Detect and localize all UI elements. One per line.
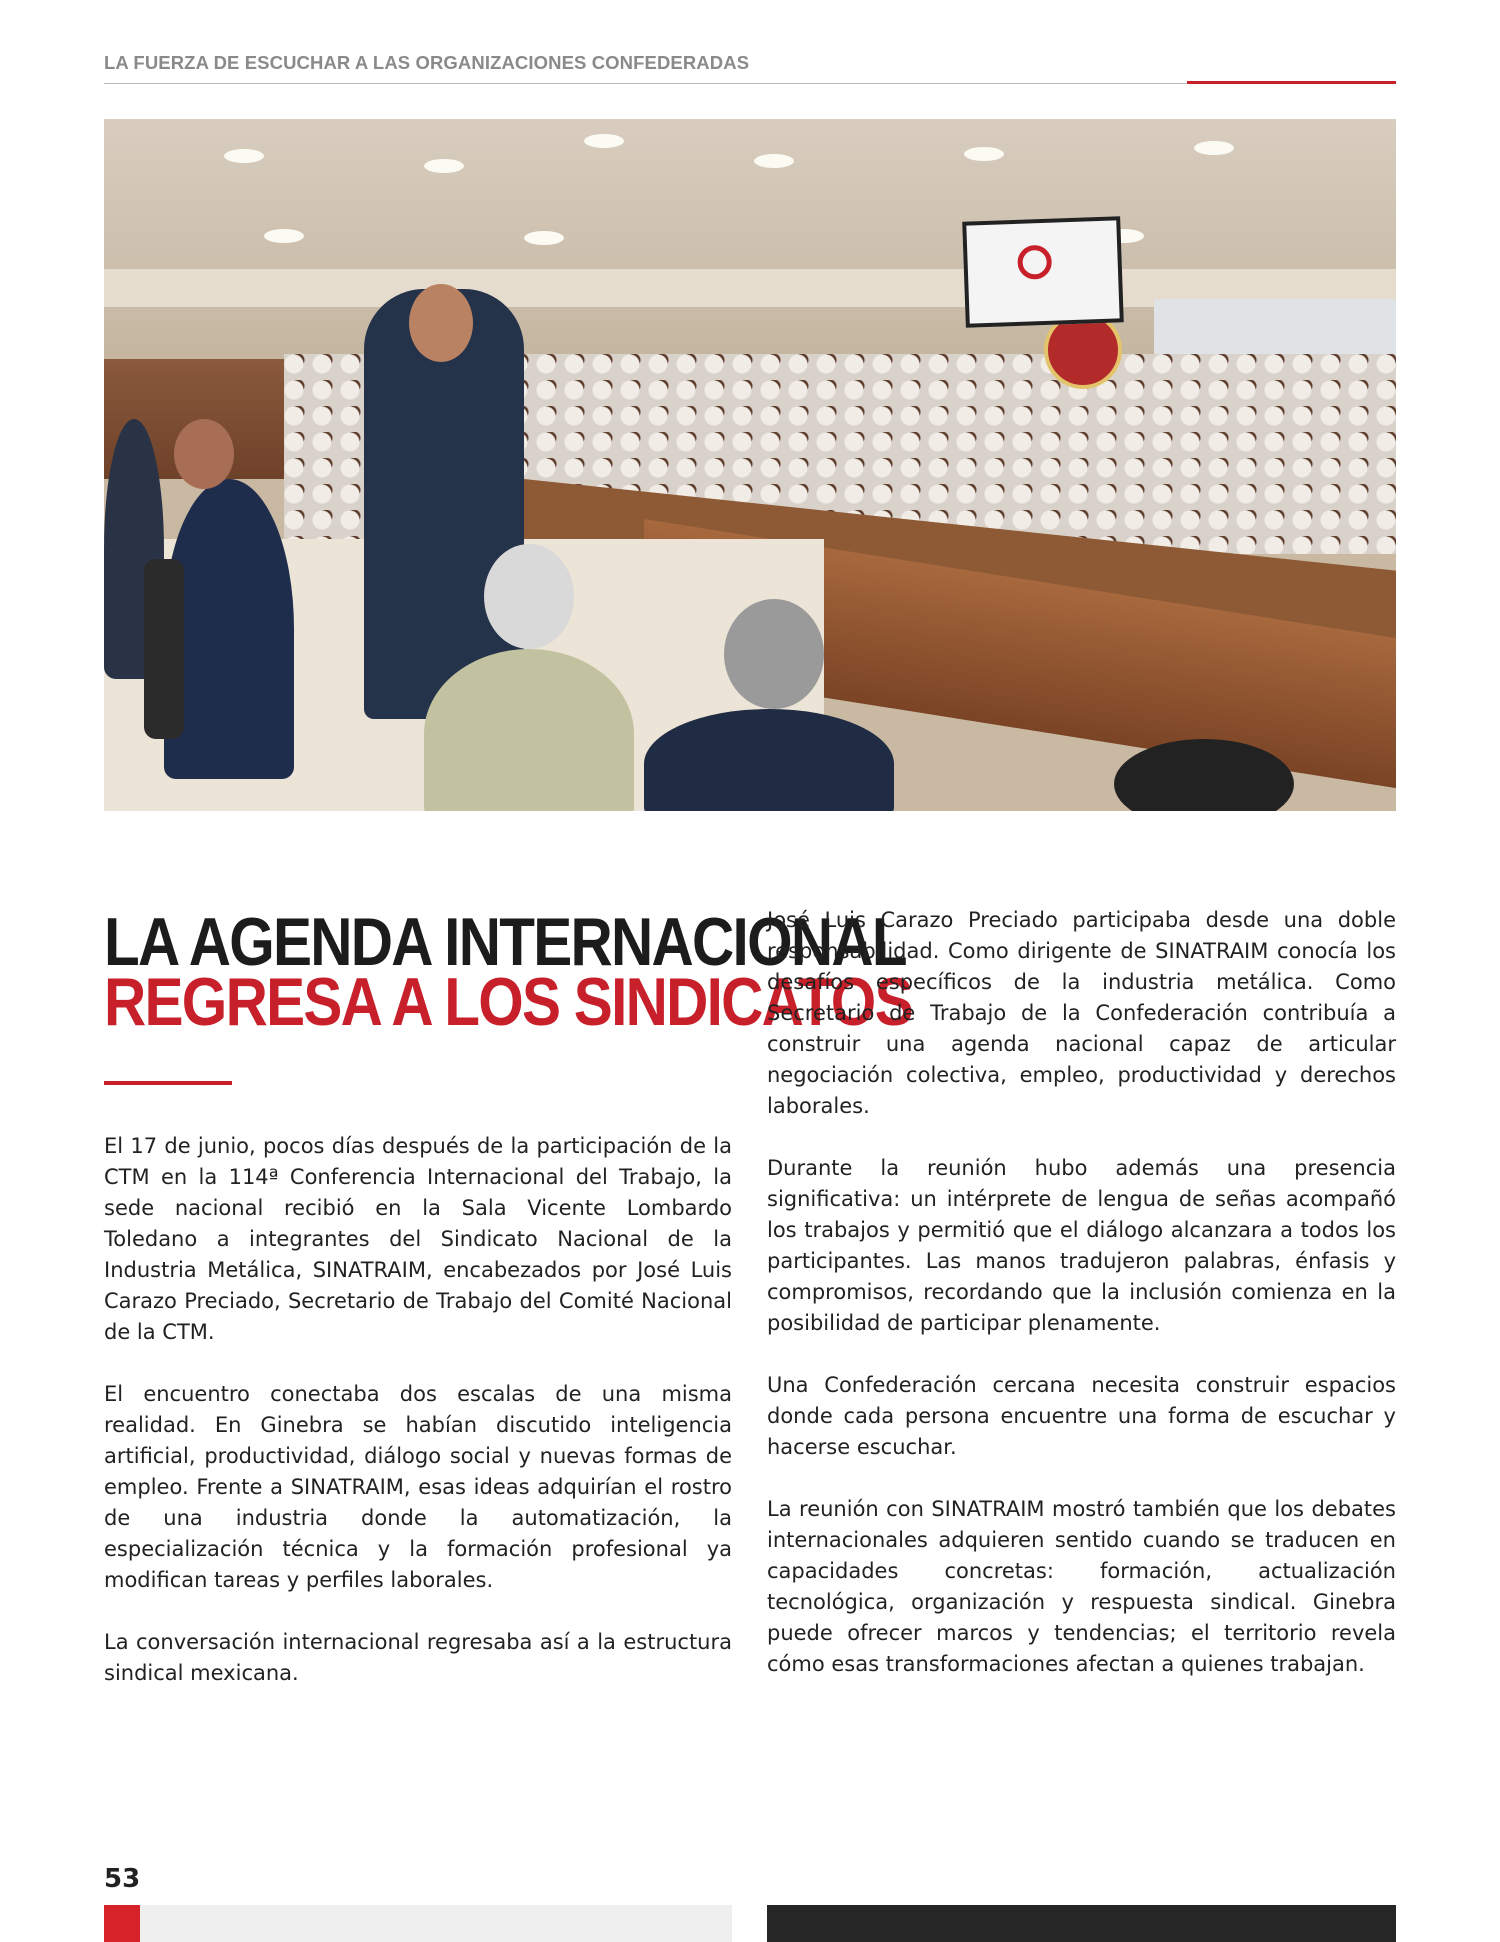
paragraph: El 17 de junio, pocos días después de la participación de la CTM en la 114ª Conferencia Internacional del Trabajo, la sede nacional recibió en la Sala Vicente Lombardo Toledano a integrantes del Sindicato Nacional de la Industria Metálica, SINATRAIM, encabezados por José Luis Carazo Preciado, Secretario de Trabajo del Comité Nacional de la CTM. [104,1134,732,1344]
paragraph: José Luis Carazo Preciado participaba desde una doble responsabilidad. Como dirigente de SINATRAIM conocía los desafíos específicos de la industria metálica. Como Secretario de Trabajo de la Confederación contribuía a construir una agenda nacional capaz de articular negociación colectiva, empleo, productividad y derechos laborales. [767,908,1396,1118]
footer-accent-block [104,1905,140,1942]
paragraph: Una Confederación cercana necesita construir espacios donde cada persona encuentre una forma de escuchar y hacerse escuchar. [767,1373,1396,1459]
footer-bar-gray [140,1905,732,1942]
photo-seated-person [424,649,634,811]
paragraph: El encuentro conectaba dos escalas de una misma realidad. En Ginebra se habían discutido inteligencia artificial, productividad, diálogo social y nuevas formas de empleo. Frente a SINATRAIM, esas ideas adquirían el rostro de una industria donde la automatización, la especialización técnica y la formación profesional ya modifican tareas y perfiles laborales. [104,1382,732,1592]
photo-ceiling-light [264,229,304,243]
photo-person-head [724,599,824,709]
article-column-left [104,1131,732,1720]
running-header: LA FUERZA DE ESCUCHAR A LAS ORGANIZACIONES CONFEDERADAS [104,52,750,73]
header-divider-accent [1187,81,1396,84]
photo-person-head [174,419,234,489]
photo-chair [144,559,184,739]
photo-speaker-head [409,284,473,362]
photo-ceiling-light [524,231,564,245]
photo-person-head [484,544,574,649]
headline-line-2: REGRESA A LOS SINDICATOS [104,964,912,1040]
photo-screen [962,216,1124,327]
photo-ceiling-light [964,147,1004,161]
photo-ceiling-light [1194,141,1234,155]
paragraph: La conversación internacional regresaba así a la estructura sindical mexicana. [104,1630,732,1685]
photo-ceiling-light [424,159,464,173]
photo-ceiling-light [224,149,264,163]
paragraph: Durante la reunión hubo además una presencia significativa: un intérprete de lengua de señas acompañó los trabajos y permitió que el diálogo alcanzara a todos los participantes. Las manos tradujeron palabras, énfasis y compromisos, recordando que la inclusión comienza en la posibilidad de participar plenamente. [767,1156,1396,1335]
article-headline [104,904,912,1040]
photo-ceiling-light [584,134,624,148]
page-number: 53 [104,1864,141,1894]
screen-logo-icon [1017,245,1052,280]
article-column-right [767,905,1396,1711]
meeting-photo [104,119,1396,811]
footer-bar-dark [767,1905,1396,1942]
photo-seated-person [644,709,894,811]
headline-accent-rule [104,1081,232,1085]
paragraph: La reunión con SINATRAIM mostró también que los debates internacionales adquieren sentido cuando se traducen en capacidades concretas: formación, actualización tecnológica, organización y respuesta sindical. Ginebra puede ofrecer marcos y tendencias; el territorio revela cómo esas transformaciones afectan a quienes trabajan. [767,1497,1396,1676]
headline-line-1: LA AGENDA INTERNACIONAL [104,904,906,980]
photo-ceiling-light [754,154,794,168]
